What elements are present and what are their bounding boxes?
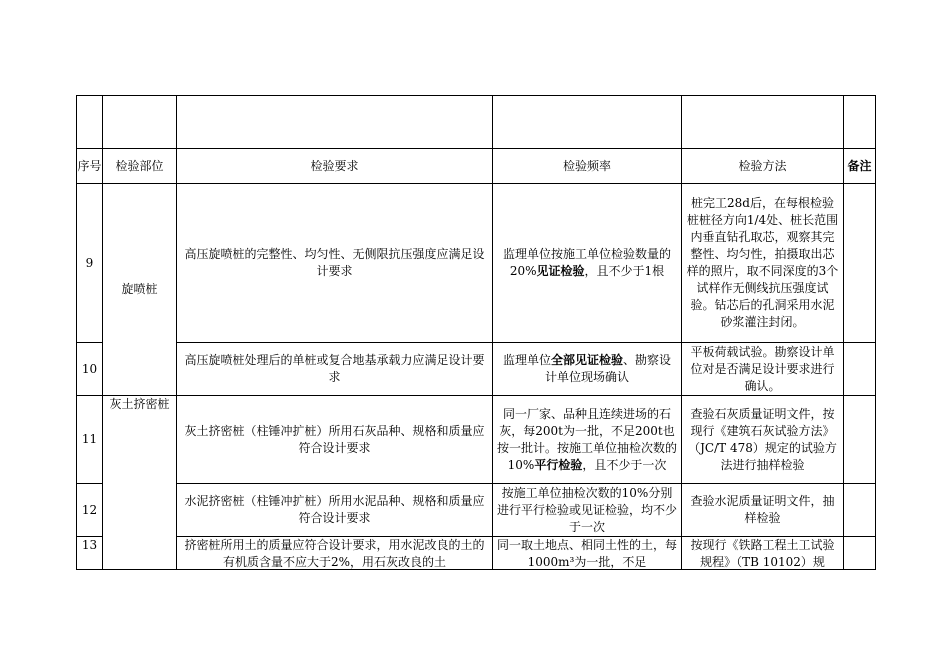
row-req: 水泥挤密桩（柱锤冲扩桩）所用水泥品种、规格和质量应符合设计要求 (177, 484, 493, 537)
row-freq (493, 184, 682, 343)
row-num: 9 (77, 184, 103, 343)
freq-emphasis: 平行检验 (534, 457, 583, 472)
header-part: 检验部位 (103, 149, 177, 184)
row-freq (493, 537, 682, 570)
row-freq: 按施工单位抽检次数的10%分别进行平行检验或见证检验，均不少于一次 (493, 484, 682, 537)
freq-text: 监理单位 (502, 353, 551, 367)
header-remark: 备注 (844, 149, 876, 184)
row-req-text: 挤密桩所用土的质量应符合设计要求，用水泥改良的土的有机质含量不应大于2%，用石灰改良的土 (184, 538, 485, 569)
row-req (177, 537, 493, 570)
row-num: 12 (77, 484, 103, 537)
row-freq-text: 同一取土地点、相同土性的土，每1000m³为一批，不足 (497, 538, 678, 569)
header-method: 检验方法 (682, 149, 844, 184)
row-method: 查验水泥质量证明文件，抽样检验 (682, 484, 844, 537)
row-req: 高压旋喷桩处理后的单桩或复合地基承载力应满足设计要求 (177, 343, 493, 396)
table-row (77, 184, 876, 343)
header-row (77, 149, 876, 184)
row-num: 11 (77, 396, 103, 484)
row-remark (844, 184, 876, 343)
row-req: 高压旋喷桩的完整性、均匀性、无侧限抗压强度应满足设计要求 (177, 184, 493, 343)
table-row (77, 343, 876, 396)
row-remark (844, 484, 876, 537)
row-part: 灰土挤密桩 (103, 396, 177, 570)
table-row (77, 537, 876, 570)
blank-cell (103, 96, 177, 149)
row-part: 旋喷桩 (103, 184, 177, 396)
freq-text: ，且不少于一次 (582, 457, 667, 472)
row-num: 10 (77, 343, 103, 396)
header-freq: 检验频率 (493, 149, 682, 184)
freq-text: ，且不少于1根 (584, 264, 665, 278)
row-remark (844, 537, 876, 570)
row-method-text: 按现行《铁路工程土工试验规程》（TB 10102）规 (690, 538, 835, 569)
blank-row (77, 96, 876, 149)
inspection-table (76, 95, 876, 570)
row-freq (493, 396, 682, 484)
row-method: 查验石灰质量证明文件，按现行《建筑石灰试验方法》（JC/T 478）规定的试验方法进行抽样检验 (682, 396, 844, 484)
freq-emphasis: 全部见证检验 (550, 353, 623, 367)
freq-text: 、勘察设计单位现场确认 (544, 353, 672, 384)
row-method: 平板荷载试验。勘察设计单位对是否满足设计要求进行确认。 (682, 343, 844, 396)
freq-emphasis: 见证检验 (536, 264, 585, 278)
blank-cell (682, 96, 844, 149)
header-num: 序号 (77, 149, 103, 184)
row-method (682, 537, 844, 570)
blank-cell (177, 96, 493, 149)
freq-text: 同一厂家、品种且连续进场的石灰，每200t为一批，不足200t也按一批计。按施工单位抽检次数的10% (497, 406, 678, 472)
blank-cell (493, 96, 682, 149)
blank-cell (844, 96, 876, 149)
row-freq (493, 343, 682, 396)
blank-cell (77, 96, 103, 149)
row-remark (844, 343, 876, 396)
table-row (77, 484, 876, 537)
freq-text: 监理单位按施工单位检验数量的20% (502, 247, 671, 278)
row-method: 桩完工28d后，在每根检验桩桩径方向1/4处、桩长范围内垂直钻孔取芯，观察其完整性、均匀性，拍摄取出芯样的照片，取不同深度的3个试样作无侧线抗压强度试验。钻芯后的孔洞采用水泥砂浆灌注封闭。 (682, 184, 844, 343)
row-req: 灰土挤密桩（柱锤冲扩桩）所用石灰品种、规格和质量应符合设计要求 (177, 396, 493, 484)
row-remark (844, 396, 876, 484)
row-num: 13 (77, 537, 103, 570)
header-req: 检验要求 (177, 149, 493, 184)
table-row (77, 396, 876, 484)
